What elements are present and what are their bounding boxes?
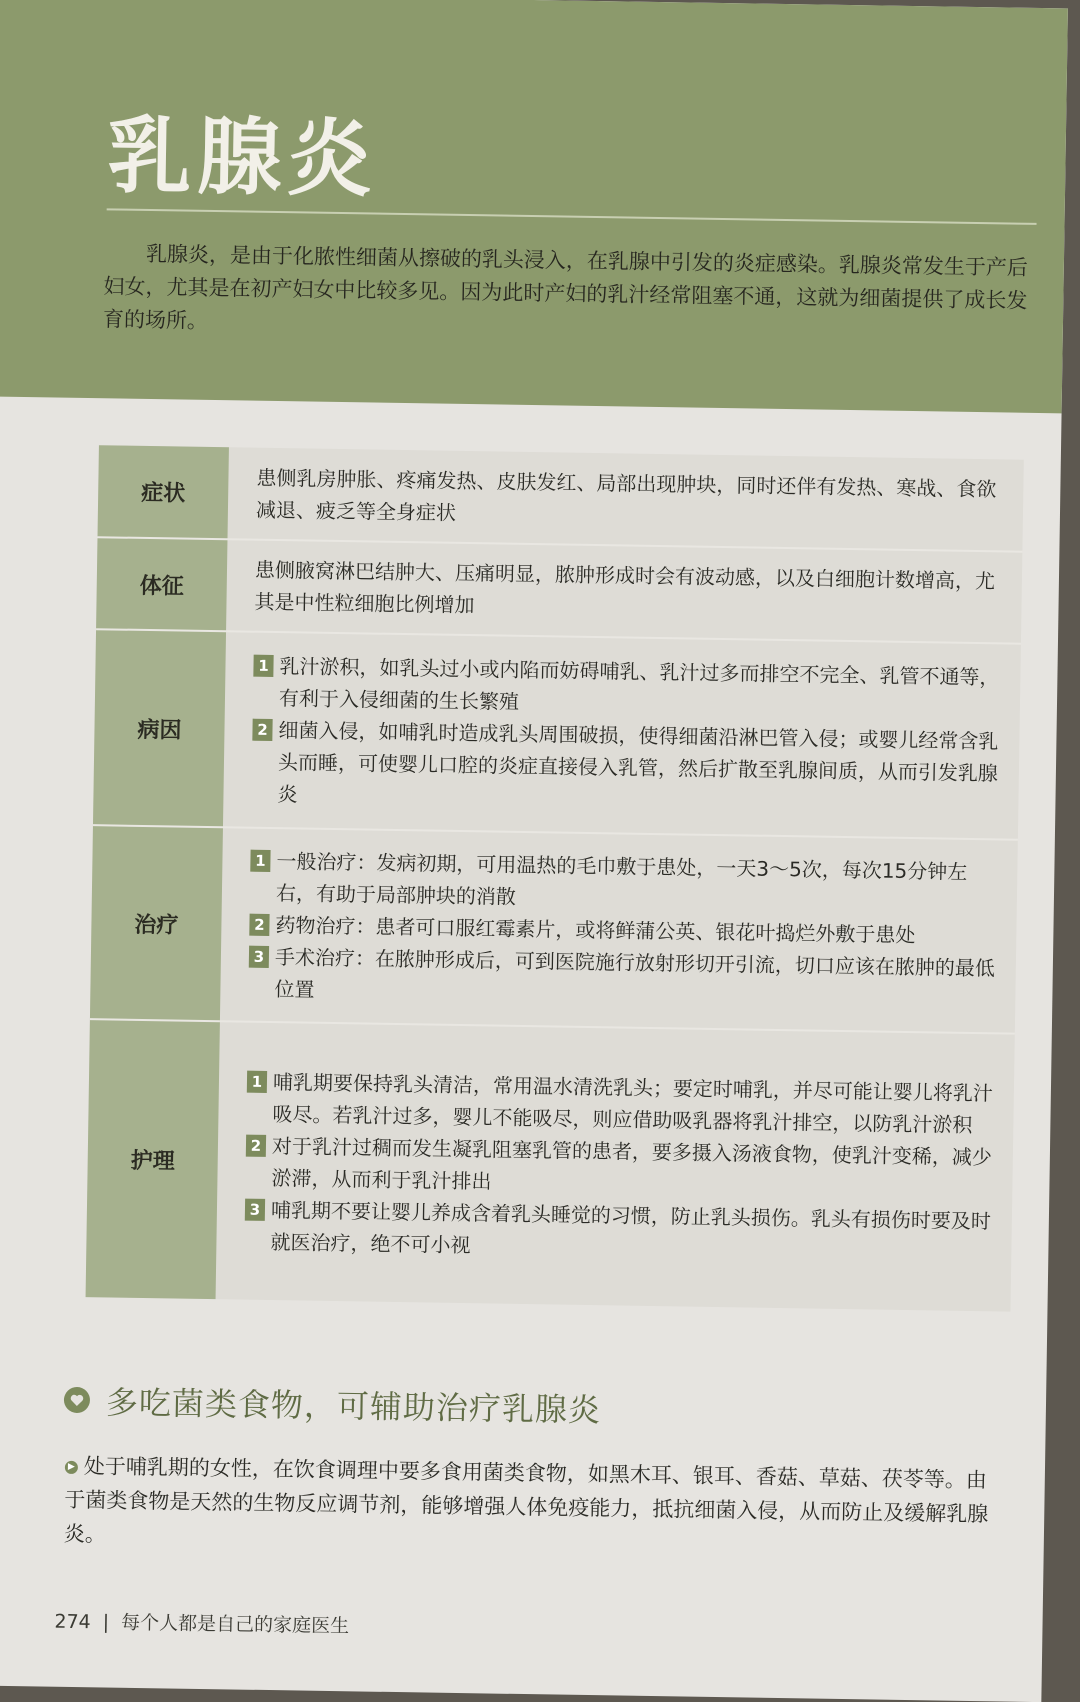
list-item-text: 乳汁淤积，如乳头过小或内陷而妨碍哺乳、乳汁过多而排空不完全、乳管不通等，有利于入侵细菌的生长繁殖 [278,654,1000,714]
book-title: 每个人都是自己的家庭医生 [120,1611,350,1638]
number-badge: 3 [245,1198,265,1220]
row-content-care [216,1021,1015,1311]
table-row-care [86,1019,1015,1311]
number-badge: 3 [249,946,269,968]
info-table [86,445,1024,1311]
list-item [245,1129,993,1205]
page-number: 274 [54,1610,91,1634]
number-badge: 2 [246,1134,266,1156]
header-band [0,0,1068,413]
tip-title: 多吃菌类食物，可辅助治疗乳腺炎 [105,1383,602,1430]
number-badge: 1 [247,1070,267,1092]
row-content-signs: 患侧腋窝淋巴结肿大、压痛明显，脓肿形成时会有波动感，以及白细胞计数增高，尤其是中性粒细胞比例增加 [226,539,1022,643]
list-item-text: 对于乳汁过稠而发生凝乳阻塞乳管的患者，要多摄入汤液食物，使乳汁变稀，减少淤滞，从而利于乳汁排出 [271,1133,993,1193]
number-badge: 2 [249,914,269,936]
tip-heading [62,1377,602,1431]
list-item-text: 药物治疗：患者可口服红霉素片，或将鲜蒲公英、银花叶捣烂外敷于患处 [275,913,916,948]
list-item [251,714,999,822]
bullet-icon: ▶ [65,1460,78,1473]
row-content-symptoms: 患侧乳房肿胀、疼痛发热、皮肤发红、局部出现肿块，同时还伴有发热、寒战、食欲减退、疲乏等全身症状 [227,447,1023,551]
row-content-treatment [220,827,1018,1033]
table-row-causes [93,629,1021,840]
table-row-signs [96,537,1022,644]
list-item [250,845,998,921]
list-item-text: 哺乳期不要让婴儿养成含着乳头睡觉的习惯，防止乳头损伤。乳头有损伤时要及时就医治疗，绝不可小视 [270,1197,992,1257]
row-label-treatment: 治疗 [90,825,223,1021]
intro-paragraph: 乳腺炎，是由于化脓性细菌从擦破的乳头浸入，在乳腺中引发的炎症感染。乳腺炎常发生于产后妇女，尤其是在初产妇女中比较多见。因为此时产妇的乳汁经常阻塞不通，这就为细菌提供了成长发育的场所。 [102,241,1029,333]
list-item [244,1193,992,1269]
heart-icon [62,1385,92,1415]
number-badge: 1 [253,655,273,677]
row-label-signs: 体征 [96,537,227,631]
title-divider [107,208,1037,225]
number-badge: 1 [250,850,270,872]
row-label-causes: 病因 [93,629,226,827]
list-item-text: 细菌入侵，如哺乳时造成乳头周围破损，使得细菌沿淋巴管入侵；或婴儿经常含乳头而睡，可使婴儿口腔的炎症直接侵入乳管，然后扩散至乳腺间质，从而引发乳腺炎 [277,718,999,807]
table-row-treatment [90,825,1018,1034]
list-item-text: 手术治疗：在脓肿形成后，可到医院施行放射形切开引流，切口应该在脓肿的最低位置 [274,945,996,1002]
row-label-care: 护理 [86,1019,220,1299]
tip-body-text: 处于哺乳期的女性，在饮食调理中要多食用菌类食物，如黑木耳、银耳、香菇、草菇、茯苓等。由于菌类食物是天然的生物反应调节剂，能够增强人体免疫能力，抵抗细菌入侵，从而防止及缓解乳腺炎。 [63,1454,989,1547]
list-item-text: 哺乳期要保持乳头清洁，常用温水清洗乳头；要定时哺乳，并尽可能让婴儿将乳汁吸尽。若乳汁过多，婴儿不能吸尽，则应借助吸乳器将乳汁排空，以防乳汁淤积 [272,1069,994,1137]
number-badge: 2 [252,719,272,741]
page-title: 乳腺炎 [106,105,379,209]
tip-body [64,1449,1005,1566]
row-content-causes [223,631,1021,839]
list-item-text: 一般治疗：发病初期，可用温热的毛巾敷于患处，一天3～5次，每次15分钟左右，有助于局部肿块的消散 [275,849,968,909]
list-item [248,941,996,1017]
list-item [253,650,1001,726]
list-item [246,1065,994,1141]
page-footer [54,1607,349,1639]
table-row-symptoms [98,445,1024,552]
row-label-symptoms: 症状 [98,445,229,539]
footer-separator: | [102,1611,110,1634]
